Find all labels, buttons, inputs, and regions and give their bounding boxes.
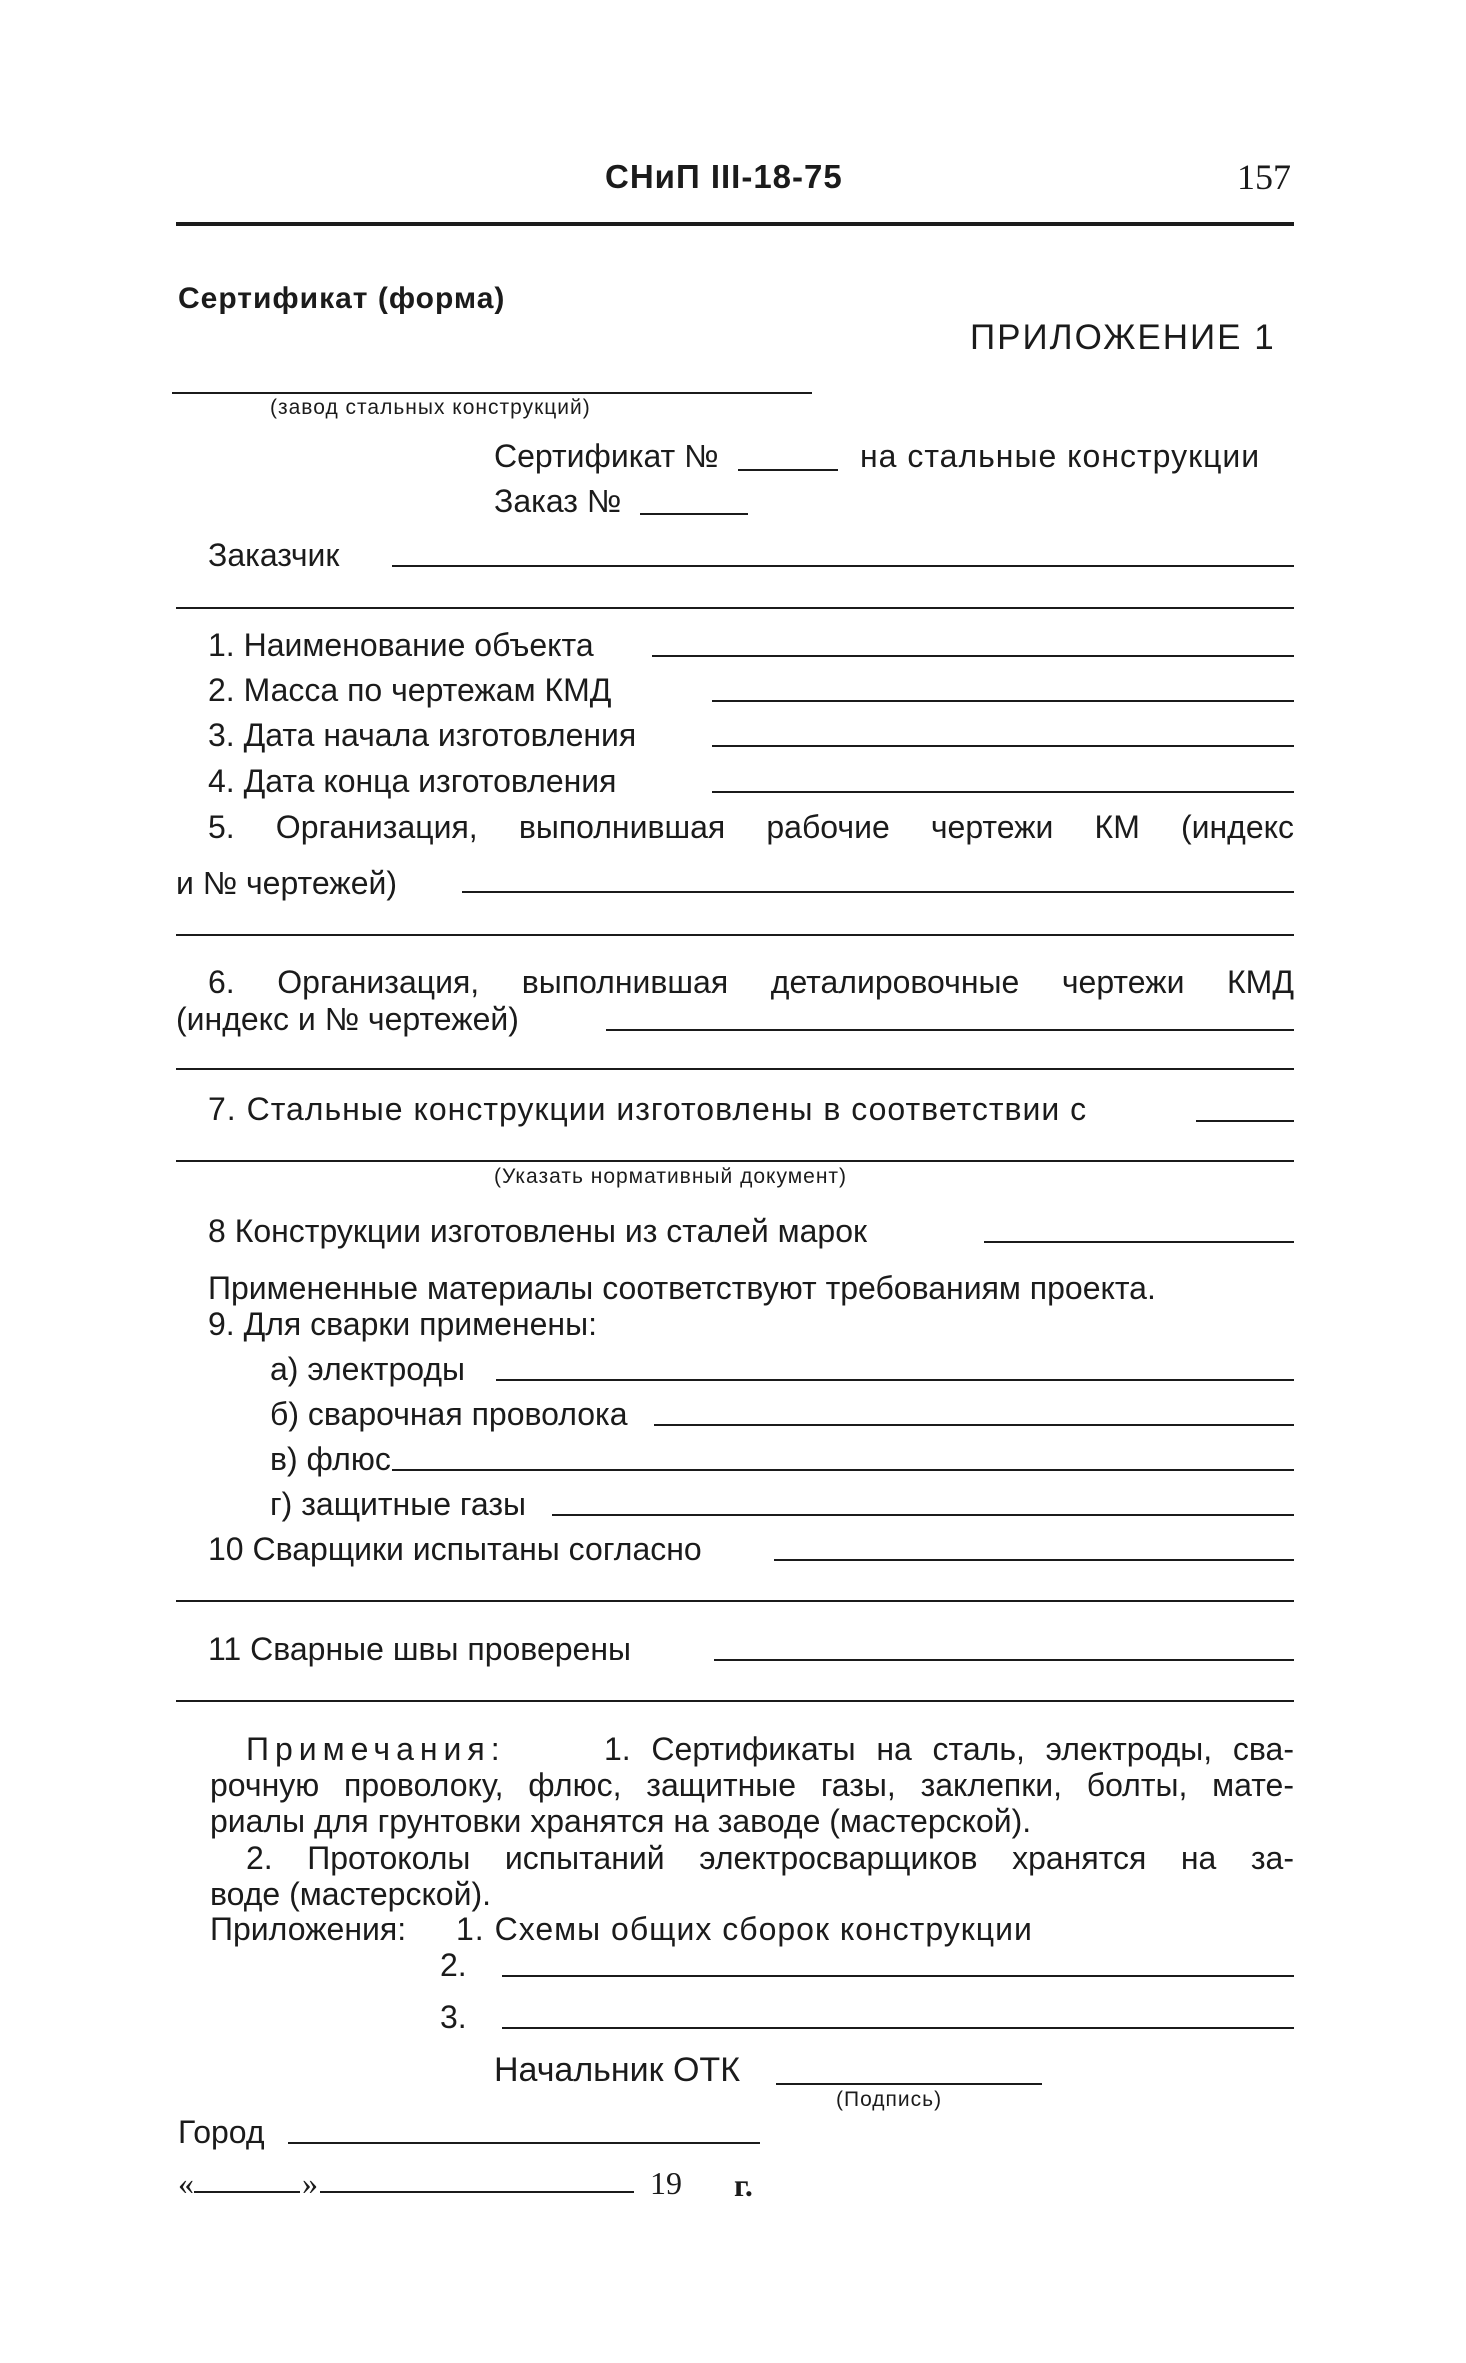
- item-9a-label: а) электроды: [270, 1351, 466, 1387]
- attachment-2-number: 2.: [440, 1947, 467, 1983]
- customer-field-line-2[interactable]: [176, 607, 1294, 609]
- item-7-caption: (Указать нормативный документ): [494, 1165, 848, 1188]
- date-open-quote: «: [178, 2165, 194, 2201]
- page-number: 157: [1237, 157, 1291, 197]
- item-4-field[interactable]: [712, 791, 1294, 793]
- customer-field[interactable]: [392, 565, 1294, 567]
- order-number-field[interactable]: [640, 513, 748, 515]
- item-2-label: 2. Масса по чертежам КМД: [208, 672, 612, 708]
- signature-caption: (Подпись): [836, 2088, 943, 2111]
- customer-label: Заказчик: [208, 537, 340, 573]
- item-11-field[interactable]: [714, 1659, 1294, 1661]
- item-6-label-line-2: (индекс и № чертежей): [176, 1001, 519, 1037]
- date-month-field[interactable]: [320, 2191, 634, 2193]
- factory-caption: (завод стальных конструкций): [270, 396, 591, 419]
- header-rule: [176, 222, 1294, 226]
- item-2-field[interactable]: [712, 700, 1294, 702]
- item-6-label-line-1: 6. Организация, выполнившая деталировочные чертежи КМД: [208, 964, 1294, 1000]
- item-10-field-line-2[interactable]: [176, 1600, 1294, 1602]
- item-9a-field[interactable]: [496, 1379, 1294, 1381]
- item-9-label: 9. Для сварки применены:: [208, 1306, 597, 1342]
- materials-note: Примененные материалы соответствуют требованиям проекта.: [208, 1270, 1156, 1306]
- item-9b-field[interactable]: [654, 1424, 1294, 1426]
- item-11-label: 11 Сварные швы проверены: [208, 1631, 631, 1667]
- date-year-prefix: 19: [650, 2165, 682, 2201]
- attachment-3-field[interactable]: [502, 2027, 1294, 2029]
- certificate-suffix: на стальные конструкции: [860, 438, 1261, 474]
- item-7-label: 7. Стальные конструкции изготовлены в соответствии с: [208, 1091, 1088, 1127]
- item-6-field[interactable]: [606, 1029, 1294, 1031]
- attachment-2-field[interactable]: [502, 1975, 1294, 1977]
- date-close-quote: »: [302, 2165, 318, 2201]
- order-number-label: Заказ №: [494, 483, 622, 519]
- date-day-field[interactable]: [194, 2191, 300, 2193]
- item-1-field[interactable]: [652, 655, 1294, 657]
- factory-field-line[interactable]: [172, 392, 812, 394]
- city-label: Город: [178, 2114, 265, 2150]
- attachment-3-number: 3.: [440, 1999, 467, 2035]
- item-1-label: 1. Наименование объекта: [208, 627, 594, 663]
- item-11-field-line-2[interactable]: [176, 1700, 1294, 1702]
- running-header: СНиП III-18-75: [605, 158, 843, 195]
- item-4-label: 4. Дата конца изготовления: [208, 763, 617, 799]
- item-5-field[interactable]: [462, 891, 1294, 893]
- notes-label: Примечания:: [246, 1731, 506, 1767]
- form-title: Сертификат (форма): [178, 282, 506, 315]
- note-2-line-1: 2. Протоколы испытаний электросварщиков хранятся на за-: [246, 1840, 1294, 1876]
- note-1-line-3: риалы для грунтовки хранятся на заводе (мастерской).: [210, 1803, 1032, 1839]
- item-9b-label: б) сварочная проволока: [270, 1396, 628, 1432]
- item-7-field[interactable]: [1196, 1120, 1294, 1122]
- item-8-label: 8 Конструкции изготовлены из сталей марок: [208, 1213, 868, 1249]
- note-2-line-2: воде (мастерской).: [210, 1876, 492, 1912]
- certificate-number-field[interactable]: [738, 469, 838, 471]
- attachment-1: 1. Схемы общих сборок конструкции: [456, 1911, 1033, 1947]
- item-5-label-line-2: и № чертежей): [176, 865, 398, 901]
- item-9d-label: г) защитные газы: [270, 1486, 526, 1522]
- date-year-suffix: г.: [734, 2167, 753, 2203]
- attachments-label: Приложения:: [210, 1911, 407, 1947]
- item-3-label: 3. Дата начала изготовления: [208, 717, 637, 753]
- note-1-line-2: рочную проволоку, флюс, защитные газы, заклепки, болты, мате-: [210, 1767, 1294, 1803]
- item-10-label: 10 Сварщики испытаны согласно: [208, 1531, 702, 1567]
- appendix-label: ПРИЛОЖЕНИЕ 1: [970, 318, 1276, 357]
- item-6-field-line-2[interactable]: [176, 1068, 1294, 1070]
- item-5-label-line-1: 5. Организация, выполнившая рабочие чертежи КМ (индекс: [208, 809, 1294, 845]
- item-9c-label: в) флюс: [270, 1441, 391, 1477]
- item-7-field-line-2[interactable]: [176, 1160, 1294, 1162]
- item-10-field[interactable]: [774, 1559, 1294, 1561]
- signature-field[interactable]: [776, 2083, 1042, 2085]
- signature-label: Начальник ОТК: [494, 2051, 741, 2089]
- note-1-line-1: 1. Сертификаты на сталь, электроды, сва-: [604, 1731, 1294, 1767]
- item-9c-field[interactable]: [392, 1469, 1294, 1471]
- item-8-field[interactable]: [984, 1241, 1294, 1243]
- item-3-field[interactable]: [712, 745, 1294, 747]
- city-field[interactable]: [288, 2142, 760, 2144]
- certificate-number-label: Сертификат №: [494, 438, 719, 474]
- item-9d-field[interactable]: [552, 1514, 1294, 1516]
- item-5-field-line-2[interactable]: [176, 934, 1294, 936]
